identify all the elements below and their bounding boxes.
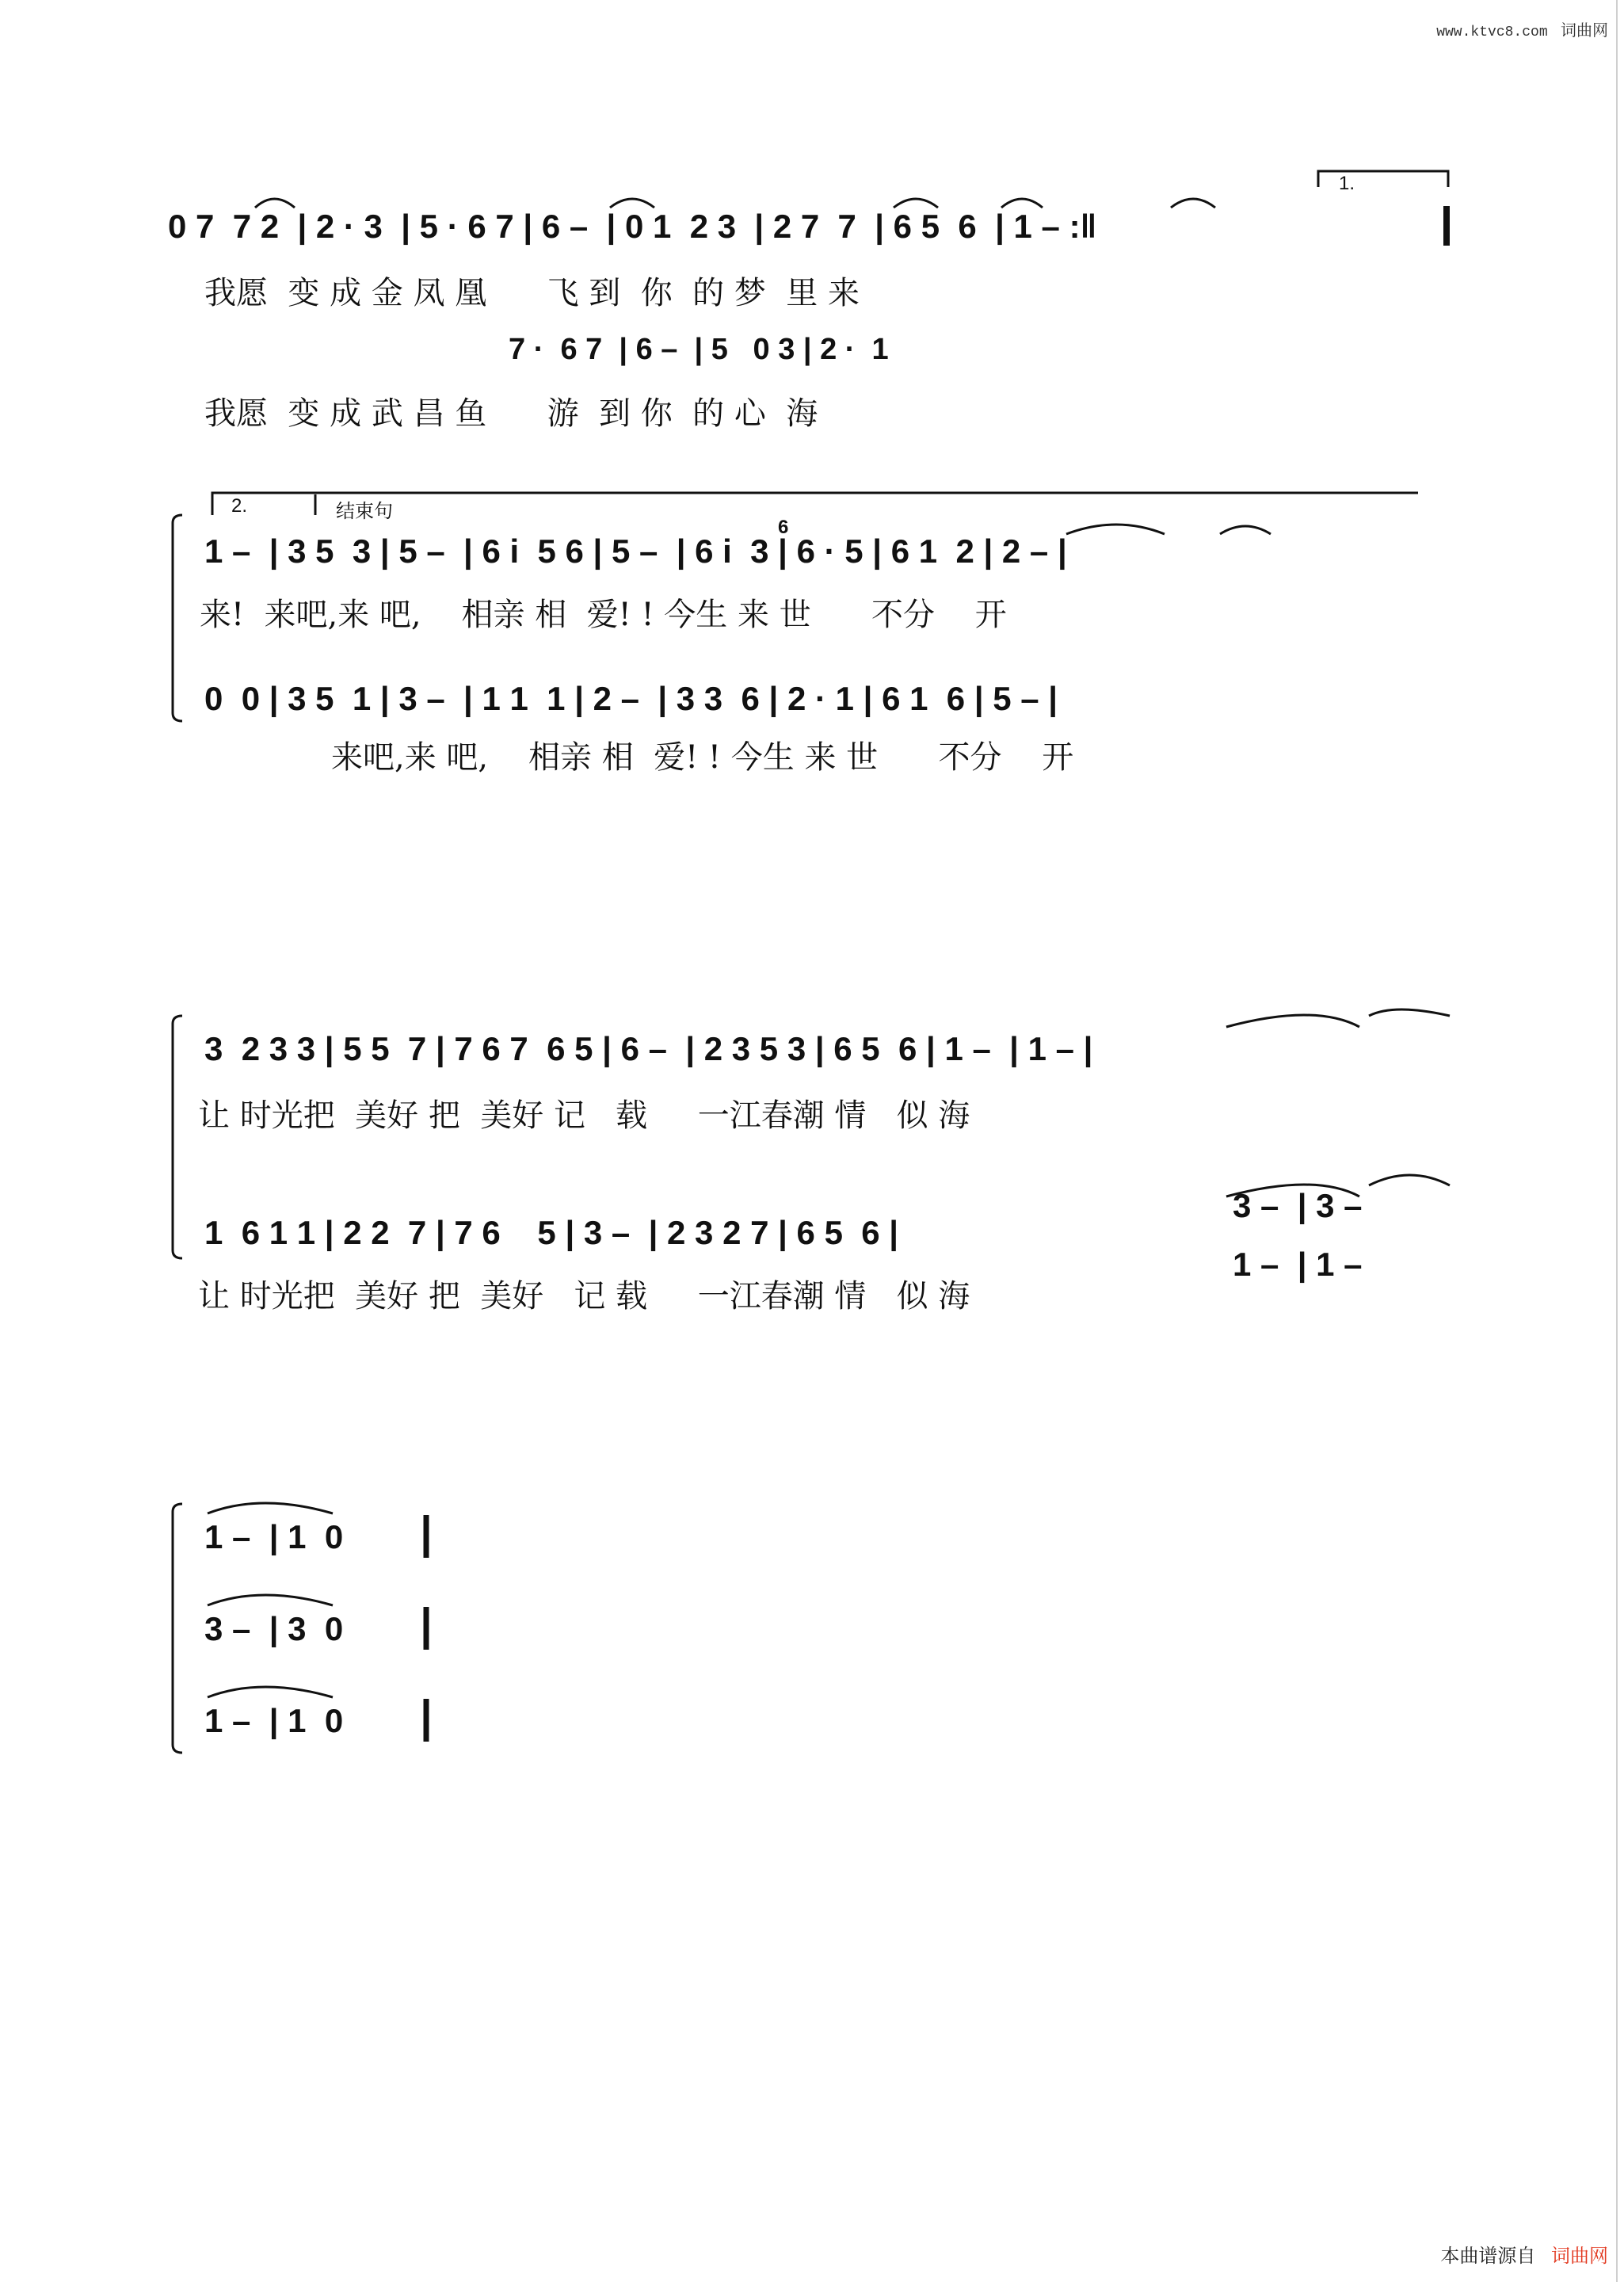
section1-notation: 0 7 7 2 | 2 · 3 | 5 · 6 7 | 6 – | 0 1 2 3 | 2 7 7 | 6 5 6 | 1 – :‖ (168, 208, 1097, 245)
ending-label: 结束句 (336, 501, 393, 522)
slur (610, 199, 654, 208)
section2-lower-notation: 0 0 | 3 5 1 | 3 – | 1 1 1 | 2 – | 3 3 6 | 2 · 1 | 6 1 6 | 5 – | (204, 680, 1058, 717)
volta-2-label: 2. (231, 495, 248, 517)
section3-divisi-upper: 3 – | 3 – (1233, 1187, 1363, 1224)
slur (894, 199, 938, 208)
slur (1066, 525, 1165, 534)
section3-upper-notation: 3 2 3 3 | 5 5 7 | 7 6 7 6 5 | 6 – | 2 3 5 3 | 6 5 6 | 1 – | 1 – | (204, 1030, 1093, 1067)
section4-line2: 3 – | 3 0 (204, 1610, 344, 1647)
slur (1369, 1009, 1450, 1016)
slur (208, 1595, 333, 1605)
section3-lower-lyrics: 让 时光把 美好 把 美好 记 载 一江春潮 情 似 海 (198, 1278, 970, 1315)
slur (1001, 199, 1043, 208)
slur (1220, 526, 1271, 534)
slur (208, 1503, 333, 1513)
section4-line3: 1 – | 1 0 (204, 1702, 344, 1739)
section4-line1: 1 – | 1 0 (204, 1518, 344, 1555)
footer-source-label: 本曲谱源自 (1440, 2245, 1536, 2267)
volta-2-bracket (212, 493, 1418, 515)
section2-brace (173, 515, 182, 721)
slur (208, 1687, 333, 1697)
section2-upper-notation: 1 – | 3 5 3 | 5 – | 6 i 5 6 | 5 – | 6 i 3 | 6 · 5 | 6 1 2 | 2 – | (204, 532, 1067, 570)
slur (255, 199, 295, 208)
slur (1369, 1175, 1450, 1185)
section2-upper-lyrics: 来! 来吧,来 吧, 相亲 相 爱! ! 今生 来 世 不分 开 (200, 597, 1007, 633)
slur (1226, 1185, 1359, 1196)
volta-1-label: 1. (1339, 173, 1355, 194)
grace-note: 6 (778, 517, 789, 538)
section3-brace (173, 1016, 182, 1258)
slur (1226, 1015, 1359, 1027)
slur (1171, 199, 1215, 208)
section1-alt-notation: 7 · 6 7 | 6 – | 5 0 3 | 2 · 1 (509, 333, 889, 366)
section4-brace (173, 1504, 182, 1753)
site-url[interactable]: www.ktvc8.com (1436, 25, 1548, 40)
section3-lower-notation: 1 6 1 1 | 2 2 7 | 7 6 5 | 3 – | 2 3 2 7 | 6 5 6 | (204, 1214, 899, 1251)
section3-upper-lyrics: 让 时光把 美好 把 美好 记 载 一江春潮 情 似 海 (198, 1097, 970, 1134)
volta-1-bracket (1318, 171, 1448, 187)
section1-lyrics-verse2: 我愿 变 成 武 昌 鱼 游 到 你 的 心 海 (204, 395, 818, 432)
section3-divisi-lower: 1 – | 1 – (1233, 1246, 1363, 1283)
footer-brand[interactable]: 词曲网 (1551, 2245, 1608, 2267)
site-brand[interactable]: 词曲网 (1561, 21, 1608, 40)
section1-lyrics-verse1: 我愿 变 成 金 凤 凰 飞 到 你 的 梦 里 来 (204, 275, 860, 311)
section2-lower-lyrics: 来吧,来 吧, 相亲 相 爱! ! 今生 来 世 不分 开 (331, 739, 1074, 776)
